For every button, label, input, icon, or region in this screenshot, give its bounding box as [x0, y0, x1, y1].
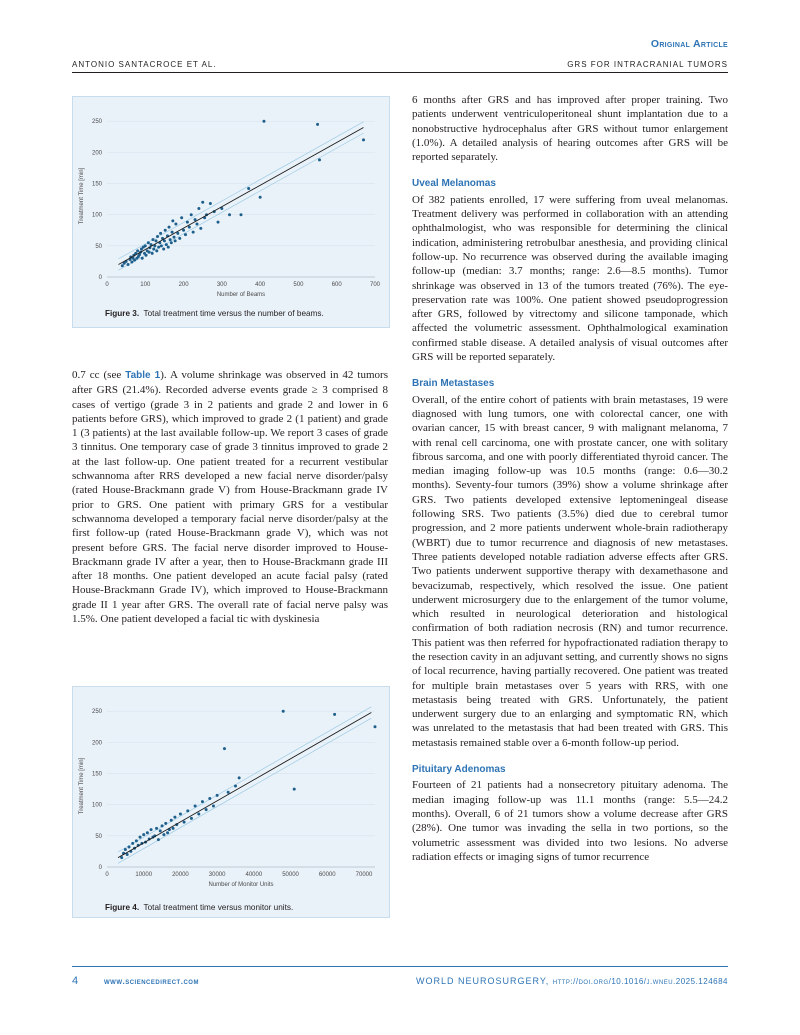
x-tick-label: 40000	[245, 872, 263, 878]
y-tick-label: 50	[95, 243, 102, 250]
figure-4-caption-label: Figure 4.	[105, 903, 140, 912]
data-point	[155, 239, 158, 242]
data-point	[374, 725, 377, 728]
figure-4	[72, 686, 390, 918]
x-tick-label: 0	[105, 872, 109, 878]
data-point	[174, 223, 177, 226]
data-point	[197, 813, 200, 816]
y-tick-label: 150	[91, 181, 102, 188]
x-tick-label: 60000	[318, 872, 336, 878]
data-point	[262, 120, 265, 123]
data-point	[166, 831, 169, 834]
data-point	[362, 138, 365, 141]
brain-metastases-paragraph: Overall, of the entire cohort of patients with brain metastases, 19 were diagnosed with lung tumors, one with colorectal cancer, one with ovarian cancer, 15 with breast cancer, 9 with malignant melanoma, 7 with renal cell carcinoma, one with prostate cancer, one with solitary fibrous sarcoma, and one with poorly differentiated thyroid cancer. The median imaging follow-up was 10.5 months (range: 0.6—30.2 months). Seventy-four tumors (39%) show a volume shrinkage after GRS. Two patients developed extensive leptomeningeal disease following SRS. Two patients (3.5%) died due to cerebral tumor progression, and 2 more patients underwent whole-brain radiotherapy (WBRT) due to tumor recurrence and diagnosis of new metastases. Three patients developed notable radiation adverse effects after GRS. Two patients underwent supportive therapy with dexamethasone and bevacizumab, respectively, which resolved the issue. One patient underwent microsurgery due to the enlargement of the tumor volume, which resulted in neurological deterioration and histological confirmation of both radiation necrosis (RN) and tumor recurrence. This patient was then referred for hypofractionated radiation therapy to the resection cavity in an adjuvant setting, and currently shows no signs of local recurrence, having partially recovered. One patient was treated for multiple brain metastases over 5 years with RRS, with one metastasis being treated with GRS. Unfortunately, the patient underwent surgery due to an enlarging and symptomatic RN, which was unrelated to the metastasis that had been treated with GRS. This metastasis remained stable over a 6-month follow-up period.	[412, 393, 728, 749]
data-point	[201, 800, 204, 803]
data-point	[195, 223, 198, 226]
data-point	[139, 836, 142, 839]
data-point	[190, 213, 193, 216]
data-point	[318, 158, 321, 161]
journal-name: WORLD NEUROSURGERY,	[416, 976, 550, 986]
data-point	[157, 838, 160, 841]
doi-link[interactable]: http://doi.org/10.1016/j.wneu.2025.124684	[552, 977, 728, 986]
data-point	[148, 251, 151, 254]
data-point	[227, 791, 230, 794]
y-axis-label: Treatment Time [min]	[79, 167, 85, 225]
data-point	[141, 257, 144, 260]
data-point	[156, 235, 159, 238]
data-point	[205, 808, 208, 811]
left-column-text	[72, 368, 388, 626]
data-point	[124, 848, 127, 851]
data-point	[186, 809, 189, 812]
data-point	[216, 794, 219, 797]
data-point	[212, 804, 215, 807]
figure-4-caption	[105, 903, 293, 912]
x-tick-label: 10000	[135, 872, 153, 878]
footer-rule	[72, 966, 728, 967]
data-point	[159, 232, 162, 235]
data-point	[240, 213, 243, 216]
data-point	[199, 227, 202, 230]
y-axis-label: Treatment Time [min]	[79, 757, 85, 815]
x-tick-label: 600	[331, 282, 342, 288]
data-point	[178, 237, 181, 240]
confidence-upper-line	[118, 122, 363, 259]
x-axis-label: Number of Monitor Units	[208, 882, 274, 888]
data-point	[167, 246, 170, 249]
data-point	[201, 201, 204, 204]
x-tick-label: 50000	[282, 872, 299, 878]
left-paragraph: 0.7 cc (see Table 1). A volume shrinkage was observed in 42 tumors after GRS (21.4%). Recorded adverse events grade ≥ 3 comprised 8 cases of vertigo (grade 3 in 2 patients and grade 2 and lower in 6 patients before GRS), which improved to grade 2 (1 patient) and grade 1 (3 patients) at the last available follow-up. We report 3 cases of grade 3 tinnitus. One temporary case of grade 3 tinnitus improved to grade 2 at the last follow-up. One patient treated for a recurrent vestibular schwannoma after RRS developed a new facial nerve disorder/palsy (rated House-Brackmann grade V) from House-Brackmann grade IV prior to GRS. One patient with primary GRS for a vestibular schwannoma developed a temporary facial nerve disorder/palsy at the first follow-up (rated House-Brackmann grade V), which was not present before GRS. The facial nerve disorder improved to House-Brackmann grade IV after a year, then to House-Brackmann grade III after 18 months. One patient developed an acute facial palsy (rated House-Brackmann Grade IV), which improved to House-Brackmann grade II 1 year after GRS. The overall rate of facial nerve palsy was 1.5%. One patient developed a facial tic with dyskinesia	[72, 369, 388, 626]
section-label: Original Article	[650, 38, 728, 50]
figure-3	[72, 96, 390, 328]
data-point	[127, 263, 130, 266]
data-point	[179, 813, 182, 816]
figure-3-caption-text: Total treatment time versus the number of beams.	[143, 309, 324, 318]
data-point	[130, 261, 133, 264]
data-point	[217, 221, 220, 224]
y-tick-label: 0	[98, 275, 102, 281]
data-point	[171, 219, 174, 222]
data-point	[223, 747, 226, 750]
data-point	[247, 187, 250, 190]
data-point	[188, 226, 191, 229]
data-point	[151, 238, 154, 241]
x-tick-label: 300	[216, 282, 227, 288]
x-tick-label: 500	[293, 282, 304, 288]
figure-3-caption-label: Figure 3.	[105, 309, 140, 318]
confidence-upper-line	[118, 707, 371, 852]
x-tick-label: 30000	[208, 872, 226, 878]
data-point	[190, 817, 193, 820]
data-point	[164, 822, 167, 825]
figure-3-caption	[105, 309, 324, 318]
data-point	[135, 839, 138, 842]
data-point	[238, 776, 241, 779]
figure-4-chart	[73, 687, 389, 902]
footer-site-link[interactable]: www.sciencedirect.com	[104, 977, 199, 986]
confidence-lower-line	[118, 133, 363, 270]
data-point	[170, 819, 173, 822]
page-number: 4	[72, 975, 79, 987]
data-point	[180, 216, 183, 219]
y-tick-label: 100	[91, 802, 102, 809]
figure-3-chart	[73, 97, 389, 312]
data-point	[184, 233, 187, 236]
data-point	[183, 821, 186, 824]
data-point	[333, 713, 336, 716]
data-point	[136, 249, 139, 252]
y-tick-label: 0	[98, 865, 102, 871]
data-point	[150, 828, 153, 831]
data-point	[161, 824, 164, 827]
data-point	[162, 247, 165, 250]
data-point	[173, 236, 176, 239]
data-point	[151, 252, 154, 255]
figure-4-caption-text: Total treatment time versus monitor units.	[143, 903, 294, 912]
y-tick-label: 250	[91, 119, 102, 126]
x-tick-label: 0	[105, 282, 109, 288]
data-point	[155, 249, 158, 252]
x-tick-label: 200	[178, 282, 189, 288]
x-tick-label: 20000	[172, 872, 189, 878]
data-point	[192, 231, 195, 234]
data-point	[159, 829, 162, 832]
data-point	[152, 247, 155, 250]
data-point	[160, 244, 163, 247]
running-title: GRS FOR INTRACRANIAL TUMORS	[567, 60, 728, 69]
data-point	[228, 213, 231, 216]
data-point	[234, 785, 237, 788]
data-point	[259, 196, 262, 199]
data-point	[146, 831, 149, 834]
header-rule	[72, 72, 728, 73]
data-point	[121, 264, 124, 267]
data-point	[145, 254, 148, 257]
data-point	[142, 833, 145, 836]
data-point	[171, 231, 174, 234]
data-point	[165, 243, 168, 246]
data-point	[147, 241, 150, 244]
heading-brain-metastases: Brain Metastases	[412, 378, 495, 390]
data-point	[316, 123, 319, 126]
trend-line	[118, 127, 363, 264]
data-point	[170, 241, 173, 244]
data-point	[174, 239, 177, 242]
heading-pituitary-adenomas: Pituitary Adenomas	[412, 764, 506, 776]
footer-journal	[416, 976, 728, 986]
pituitary-adenomas-paragraph: Fourteen of 21 patients had a nonsecretory pituitary adenoma. The median imaging follow-up was 11.1 months (range: 5.5—24.2 months). Overall, 6 of 21 tumors show a volume decrease after GRS (28%). One tumor was invading the sella in two portions, so the volumetric assessment was divided into two lesions. No adverse radiation effects or imaging signs of tumor recurrence	[412, 779, 728, 863]
data-point	[186, 221, 189, 224]
table-1-link[interactable]: Table 1	[125, 370, 161, 381]
x-tick-label: 700	[369, 282, 381, 288]
uveal-melanomas-paragraph: Of 382 patients enrolled, 17 were suffering from uveal melanomas. Treatment delivery was performed in collaboration with an attending ophthalmologist, who was responsible for determining the clinical indication, administering retrobulbar anesthesia, and providing clinical follow-up. No recurrence was observed during the available imaging follow-up (median: 3.7 months; range: 2.6—8.5 months). Tumor shrinkage was observed in 13 of the tumors treated (76%). The eye-preservation rate was 100%. One patient showed pseudoprogression after GRS, followed by vitrectomy and silicone tamponade, which affected the volumetric assessment. Ophthalmological examination confirmed stable disease. A detailed analysis of visual outcomes after GRS will be reported separately.	[412, 193, 728, 364]
data-point	[282, 710, 285, 713]
data-point	[169, 238, 172, 241]
data-point	[164, 229, 167, 232]
data-point	[168, 226, 171, 229]
data-point	[157, 246, 160, 249]
x-tick-label: 70000	[355, 872, 373, 878]
x-tick-label: 100	[140, 282, 151, 288]
data-point	[128, 846, 131, 849]
x-tick-label: 400	[255, 282, 266, 288]
data-point	[173, 816, 176, 819]
y-tick-label: 200	[91, 740, 102, 747]
y-tick-label: 150	[91, 771, 102, 778]
y-tick-label: 50	[95, 833, 102, 840]
data-point	[172, 827, 175, 830]
data-point	[144, 244, 147, 247]
y-tick-label: 250	[91, 709, 102, 716]
data-point	[209, 202, 212, 205]
right-intro-paragraph: 6 months after GRS and has improved after proper training. Two patients underwent ventriculoperitoneal shunt implantation due to a nonobstructive hydrocephalus after GRS without tumor enlargement (1.0%). A detailed analysis of hearing outcomes after GRS will be reported separately.	[412, 94, 728, 164]
x-axis-label: Number of Beams	[216, 292, 266, 298]
y-tick-label: 100	[91, 212, 102, 219]
running-authors: ANTONIO SANTACROCE ET AL.	[72, 60, 217, 69]
data-point	[131, 842, 134, 845]
heading-uveal-melanomas: Uveal Melanomas	[412, 178, 496, 190]
right-column-text	[412, 93, 728, 864]
data-point	[208, 797, 211, 800]
data-point	[194, 804, 197, 807]
data-point	[162, 833, 165, 836]
y-tick-label: 200	[91, 150, 102, 157]
data-point	[197, 207, 200, 210]
confidence-lower-line	[118, 718, 371, 863]
data-point	[293, 788, 296, 791]
data-point	[155, 827, 158, 830]
